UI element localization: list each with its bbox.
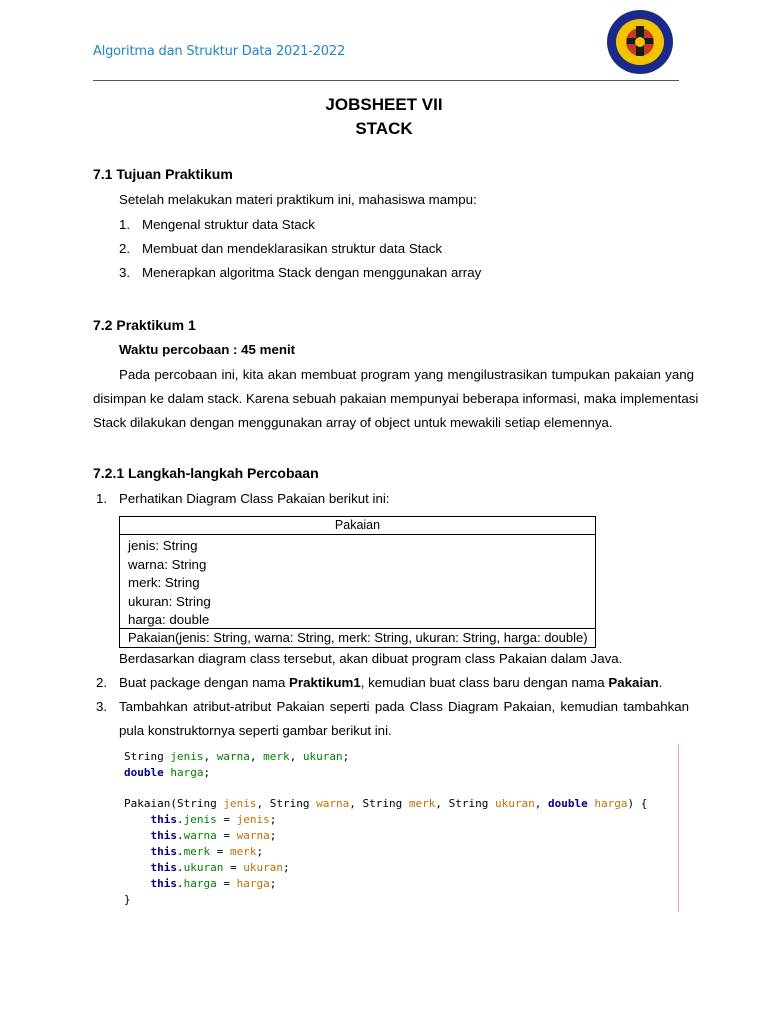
section-7-2-1-heading: 7.2.1 Langkah-langkah Percobaan xyxy=(93,465,319,481)
package-name: Praktikum1 xyxy=(289,675,361,690)
code-line: this.ukuran = ukuran; xyxy=(150,861,290,874)
uml-class-name: Pakaian xyxy=(120,517,595,535)
uml-attributes xyxy=(120,535,595,629)
uml-explanation: Berdasarkan diagram class tersebut, akan dibuat program class Pakaian dalam Java. xyxy=(119,651,623,666)
code-snippet xyxy=(119,744,679,912)
paragraph-line: Pada percobaan ini, kita akan membuat program yang mengilustrasikan tumpukan pakaian yang xyxy=(119,367,695,382)
header-divider xyxy=(93,80,679,81)
uml-class-diagram xyxy=(119,516,596,648)
section-7-1-heading: 7.1 Tujuan Praktikum xyxy=(93,166,233,182)
uml-attribute: harga: double xyxy=(128,612,210,628)
jobsheet-title: JOBSHEET VII xyxy=(325,95,443,114)
objective-item: Membuat dan mendeklarasikan struktur data Stack xyxy=(142,241,443,256)
objective-number: 3. xyxy=(119,265,131,280)
section-7-1-intro: Setelah melakukan materi praktikum ini, mahasiswa mampu: xyxy=(119,192,477,207)
editor-margin-line xyxy=(678,744,679,912)
section-7-2-heading: 7.2 Praktikum 1 xyxy=(93,317,196,333)
code-line: this.jenis = jenis; xyxy=(150,813,277,826)
step-text: pula konstruktornya seperti gambar berikut ini. xyxy=(119,723,392,738)
paragraph-line: disimpan ke dalam stack. Karena sebuah pakaian mempunyai beberapa informasi, maka implementasi xyxy=(93,391,699,406)
code-line: Pakaian(String jenis, String warna, String merk, String ukuran, double harga) { xyxy=(124,797,648,810)
step-number: 2. xyxy=(96,675,108,690)
code-line: String jenis, warna, merk, ukuran; xyxy=(124,750,350,763)
step-text: Buat package dengan nama Praktikum1, kemudian buat class baru dengan nama Pakaian. xyxy=(119,675,663,690)
code-line: } xyxy=(124,893,131,906)
header-course-title: Algoritma dan Struktur Data 2021-2022 xyxy=(93,44,346,59)
code-line: this.merk = merk; xyxy=(150,845,264,858)
step-number: 1. xyxy=(96,491,108,506)
experiment-time: Waktu percobaan : 45 menit xyxy=(119,342,296,357)
paragraph-line: Stack dilakukan dengan menggunakan array of object untuk mewakili setiap elemennya. xyxy=(93,415,613,430)
uml-attribute: ukuran: String xyxy=(128,593,211,609)
step-text: Tambahkan atribut-atribut Pakaian seperti pada Class Diagram Pakaian, kemudian tambahkan xyxy=(119,699,690,714)
code-line: double harga; xyxy=(124,766,211,779)
university-logo-icon xyxy=(605,8,675,76)
uml-attribute: merk: String xyxy=(128,575,200,591)
class-name: Pakaian xyxy=(608,675,659,690)
step-number: 3. xyxy=(96,699,108,714)
step-text: Perhatikan Diagram Class Pakaian berikut ini: xyxy=(119,491,390,506)
jobsheet-subtitle: STACK xyxy=(355,119,413,138)
code-line: this.harga = harga; xyxy=(150,877,277,890)
objective-number: 1. xyxy=(119,217,131,232)
uml-attribute: jenis: String xyxy=(128,538,198,553)
objective-item: Menerapkan algoritma Stack dengan menggunakan array xyxy=(142,265,482,280)
code-line: this.warna = warna; xyxy=(150,829,277,842)
uml-attribute: warna: String xyxy=(128,556,207,572)
uml-constructor: Pakaian(jenis: String, warna: String, merk: String, ukuran: String, harga: double) xyxy=(128,630,588,645)
objective-item: Mengenal struktur data Stack xyxy=(142,217,315,232)
objective-number: 2. xyxy=(119,241,131,256)
